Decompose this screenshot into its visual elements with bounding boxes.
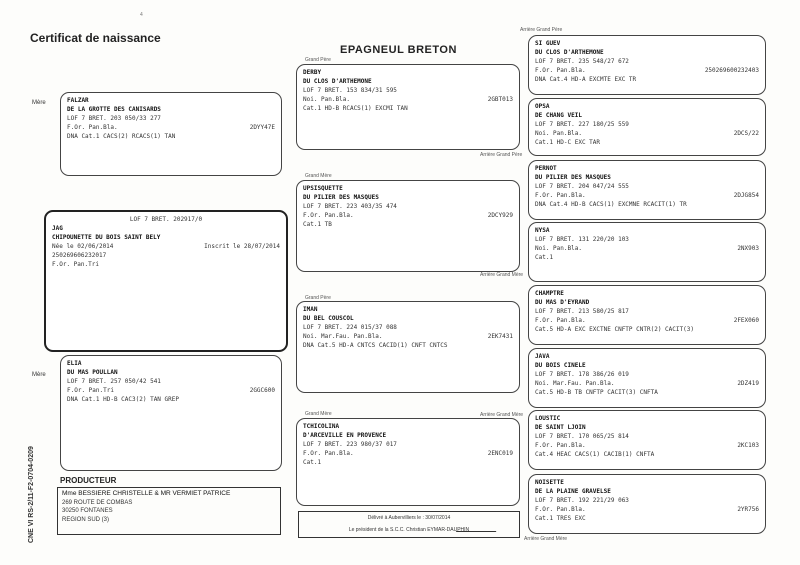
- delivery-date: Délivré à Aubervilliers le : 30/07/2014: [367, 515, 451, 521]
- ggp-titles: DNA Cat.4 HD-A EXCMTE EXC TR: [535, 76, 637, 83]
- ggp-color: Noi. Pan.Bla.: [535, 245, 582, 252]
- ggp-lof: LOF 7 BRET. 227 180/25 559: [535, 121, 629, 128]
- ggp-label: Arrière Grand Père: [480, 152, 523, 158]
- great-grandparent-box: [528, 410, 766, 470]
- gp-color: F.Or. Pan.Bla.: [303, 212, 354, 219]
- mother-kennel: DU MAS POULLAN: [67, 369, 118, 376]
- ggp-lof: LOF 7 BRET. 235 548/27 672: [535, 58, 629, 65]
- ggp-id: 2DZ419: [737, 380, 759, 387]
- page-mark: 4: [140, 12, 143, 18]
- ggp-label: Arrière Grand Mère: [480, 272, 524, 278]
- ggp-lof: LOF 7 BRET. 178 386/26 019: [535, 371, 629, 378]
- producer-address-line: 30250 FONTANES: [62, 508, 113, 514]
- gp-label: Grand Père: [305, 57, 331, 63]
- ggp-lof: LOF 7 BRET. 170 065/25 814: [535, 433, 629, 440]
- mother-id: 2GGC600: [249, 387, 275, 394]
- ggp-name: NOISETTE: [535, 479, 564, 486]
- father-side-label: Mère: [32, 100, 46, 106]
- subject-color: F.Or. Pan.Tri: [52, 261, 99, 268]
- ggp-color: F.Or. Pan.Bla.: [535, 506, 586, 513]
- ggp-id: 2DCS/22: [733, 130, 759, 137]
- gp-color: F.Or. Pan.Bla.: [303, 450, 354, 457]
- ggp-color: Noi. Pan.Bla.: [535, 130, 582, 137]
- gp-id: 2EK7431: [487, 333, 513, 340]
- ggp-id: 2DJG854: [733, 192, 759, 199]
- gp-titles: Cat.1 HD-B RCACS(1) EXCMI TAN: [303, 105, 408, 112]
- producer-name: Mme BESSIERE CHRISTELLE & MR VERMIET PATRICE: [62, 490, 231, 497]
- gp-titles: Cat.1: [303, 459, 322, 466]
- gp-color: Noi. Pan.Bla.: [303, 96, 350, 103]
- ggp-titles: Cat.1: [535, 254, 554, 261]
- mother-side-label: Mère: [32, 372, 46, 378]
- subject-box: [44, 210, 288, 352]
- mother-box: [60, 355, 282, 471]
- ggp-color: F.Or. Pan.Bla.: [535, 317, 586, 324]
- grandparent-box: [296, 180, 520, 272]
- gp-label: Grand Mère: [305, 173, 332, 179]
- subject-name: JAG: [52, 225, 63, 232]
- father-color: F.Or. Pan.Bla.: [67, 124, 118, 131]
- gp-name: UPSISQUETTE: [303, 185, 343, 192]
- great-grandparent-box: [528, 98, 766, 156]
- gp-kennel: DU CLOS D'ARTHEMONE: [303, 78, 372, 85]
- gp-lof: LOF 7 BRET. 223 403/35 474: [303, 203, 397, 210]
- gp-lof: LOF 7 BRET. 153 834/31 595: [303, 87, 397, 94]
- ggp-titles: Cat.1 HD-C EXC TAR: [535, 139, 601, 146]
- ggp-name: LOUSTIC: [535, 415, 561, 422]
- gp-titles: Cat.1 TB: [303, 221, 332, 228]
- gp-id: 2GBT013: [487, 96, 513, 103]
- ggp-titles: Cat.4 HEAC CACS(1) CACIB(1) CNFTA: [535, 451, 655, 458]
- subject-lof: LOF 7 BRET. 202917/0: [129, 216, 203, 223]
- subject-birth: Née le 02/06/2014: [52, 243, 114, 250]
- father-titles: DNA Cat.1 CACS(2) RCACS(1) TAN: [67, 133, 176, 140]
- producer-title: PRODUCTEUR: [60, 476, 117, 485]
- subject-chip: 250269606232017: [52, 252, 107, 259]
- delivery-box: [298, 511, 520, 538]
- ggp-label: Arrière Grand Mère: [524, 536, 568, 542]
- ggp-color: F.Or. Pan.Bla.: [535, 67, 586, 74]
- great-grandparent-box: [528, 222, 766, 282]
- document-reference-code: CNE VI RS-2/11-F2-0704-0209: [28, 446, 35, 543]
- gp-label: Grand Père: [305, 295, 331, 301]
- ggp-titles: Cat.1 TRES EXC: [535, 515, 586, 522]
- mother-name: ELIA: [67, 360, 82, 367]
- ggp-name: SI GUEV: [535, 40, 561, 47]
- gp-color: Noi. Mar.Fau. Pan.Bla.: [303, 333, 383, 340]
- ggp-kennel: DU BOIS CINELE: [535, 362, 586, 369]
- president-signature-line: Le président de la S.C.C. Christian EYMAR-DAUPHIN: [348, 527, 470, 533]
- mother-color: F.Or. Pan.Tri: [67, 387, 114, 394]
- grandparent-box: [296, 418, 520, 506]
- grandparent-box: [296, 64, 520, 150]
- ggp-kennel: DE SAINT LJOIN: [535, 424, 586, 431]
- page-title: Certificat de naissance: [30, 31, 161, 45]
- ggp-lof: LOF 7 BRET. 131 220/20 103: [535, 236, 629, 243]
- ggp-lof: LOF 7 BRET. 213 580/25 817: [535, 308, 629, 315]
- ggp-lof: LOF 7 BRET. 204 047/24 555: [535, 183, 629, 190]
- mother-titles: DNA Cat.1 HD-B CAC3(2) TAN GREP: [67, 396, 179, 403]
- great-grandparent-box: [528, 35, 766, 95]
- ggp-titles: Cat.5 HD-A EXC EXCTNE CNFTP CNTR(2) CACIT(3): [535, 326, 694, 333]
- gp-titles: DNA Cat.5 HD-A CNTCS CACID(1) CNFT CNTCS: [303, 342, 448, 349]
- father-lof: LOF 7 BRET. 203 050/33 277: [67, 115, 161, 122]
- producer-box: [57, 487, 281, 535]
- ggp-name: PERNOT: [535, 165, 557, 172]
- ggp-id: 2FEX060: [733, 317, 759, 324]
- great-grandparent-box: [528, 160, 766, 220]
- signature-scribble: [456, 521, 502, 532]
- subject-kennel: CHIPOUNETTE DU BOIS SAINT BELY: [52, 234, 161, 241]
- ggp-name: JAVA: [535, 353, 550, 360]
- ggp-kennel: DE CHANG VEIL: [535, 112, 582, 119]
- ggp-kennel: DU CLOS D'ARTHEMONE: [535, 49, 604, 56]
- gp-kennel: DU PILIER DES MASQUES: [303, 194, 379, 201]
- gp-name: IMAN: [303, 306, 318, 313]
- father-kennel: DE LA GROTTE DES CANISARDS: [67, 106, 161, 113]
- ggp-kennel: DE LA PLAINE GRAVELSE: [535, 488, 611, 495]
- ggp-name: OPSA: [535, 103, 550, 110]
- father-id: 2DYY47E: [249, 124, 275, 131]
- gp-label: Grand Mère: [305, 411, 332, 417]
- subject-inscribed: Inscrit le 28/07/2014: [204, 243, 280, 250]
- ggp-label: Arrière Grand Mère: [480, 412, 524, 418]
- ggp-name: CHAMPTRE: [535, 290, 564, 297]
- ggp-kennel: DU PILIER DES MASQUES: [535, 174, 611, 181]
- breed-title: EPAGNEUL BRETON: [340, 44, 457, 56]
- ggp-color: Noi. Mar.Fau. Pan.Bla.: [535, 380, 615, 387]
- ggp-label: Arrière Grand Père: [520, 27, 563, 33]
- father-box: [60, 92, 282, 176]
- great-grandparent-box: [528, 474, 766, 534]
- father-name: FALZAR: [67, 97, 89, 104]
- ggp-lof: LOF 7 BRET. 192 221/29 063: [535, 497, 629, 504]
- gp-name: DERBY: [303, 69, 322, 76]
- ggp-color: F.Or. Pan.Bla.: [535, 192, 586, 199]
- ggp-titles: Cat.5 HD-B TB CNFTP CACIT(3) CNFTA: [535, 389, 658, 396]
- gp-id: 2DCY929: [487, 212, 513, 219]
- gp-kennel: DU BEL COUSCOL: [303, 315, 354, 322]
- gp-id: 2ENC019: [487, 450, 513, 457]
- producer-address-line: 269 ROUTE DE COMBAS: [62, 499, 133, 506]
- gp-kennel: D'ARCEVILLE EN PROVENCE: [303, 432, 387, 439]
- grandparent-box: [296, 301, 520, 393]
- gp-lof: LOF 7 BRET. 223 980/37 017: [303, 441, 397, 448]
- gp-name: TCHICOLINA: [303, 423, 340, 430]
- ggp-id: 2NX903: [737, 245, 759, 252]
- great-grandparent-box: [528, 285, 766, 345]
- producer-address-line: REGION SUD (3): [62, 516, 110, 523]
- ggp-titles: DNA Cat.4 HD-B CACS(1) EXCMNE RCACIT(1) TR: [535, 201, 687, 208]
- ggp-color: F.Or. Pan.Bla.: [535, 442, 586, 449]
- ggp-id: 250269600232403: [704, 67, 759, 74]
- ggp-id: 2YR756: [737, 506, 759, 513]
- ggp-id: 2KC103: [737, 442, 759, 449]
- ggp-name: NYSA: [535, 227, 550, 234]
- great-grandparent-box: [528, 348, 766, 408]
- gp-lof: LOF 7 BRET. 224 015/37 088: [303, 324, 397, 331]
- mother-lof: LOF 7 BRET. 257 050/42 541: [67, 378, 161, 385]
- ggp-kennel: DU MAS D'EYRAND: [535, 299, 590, 306]
